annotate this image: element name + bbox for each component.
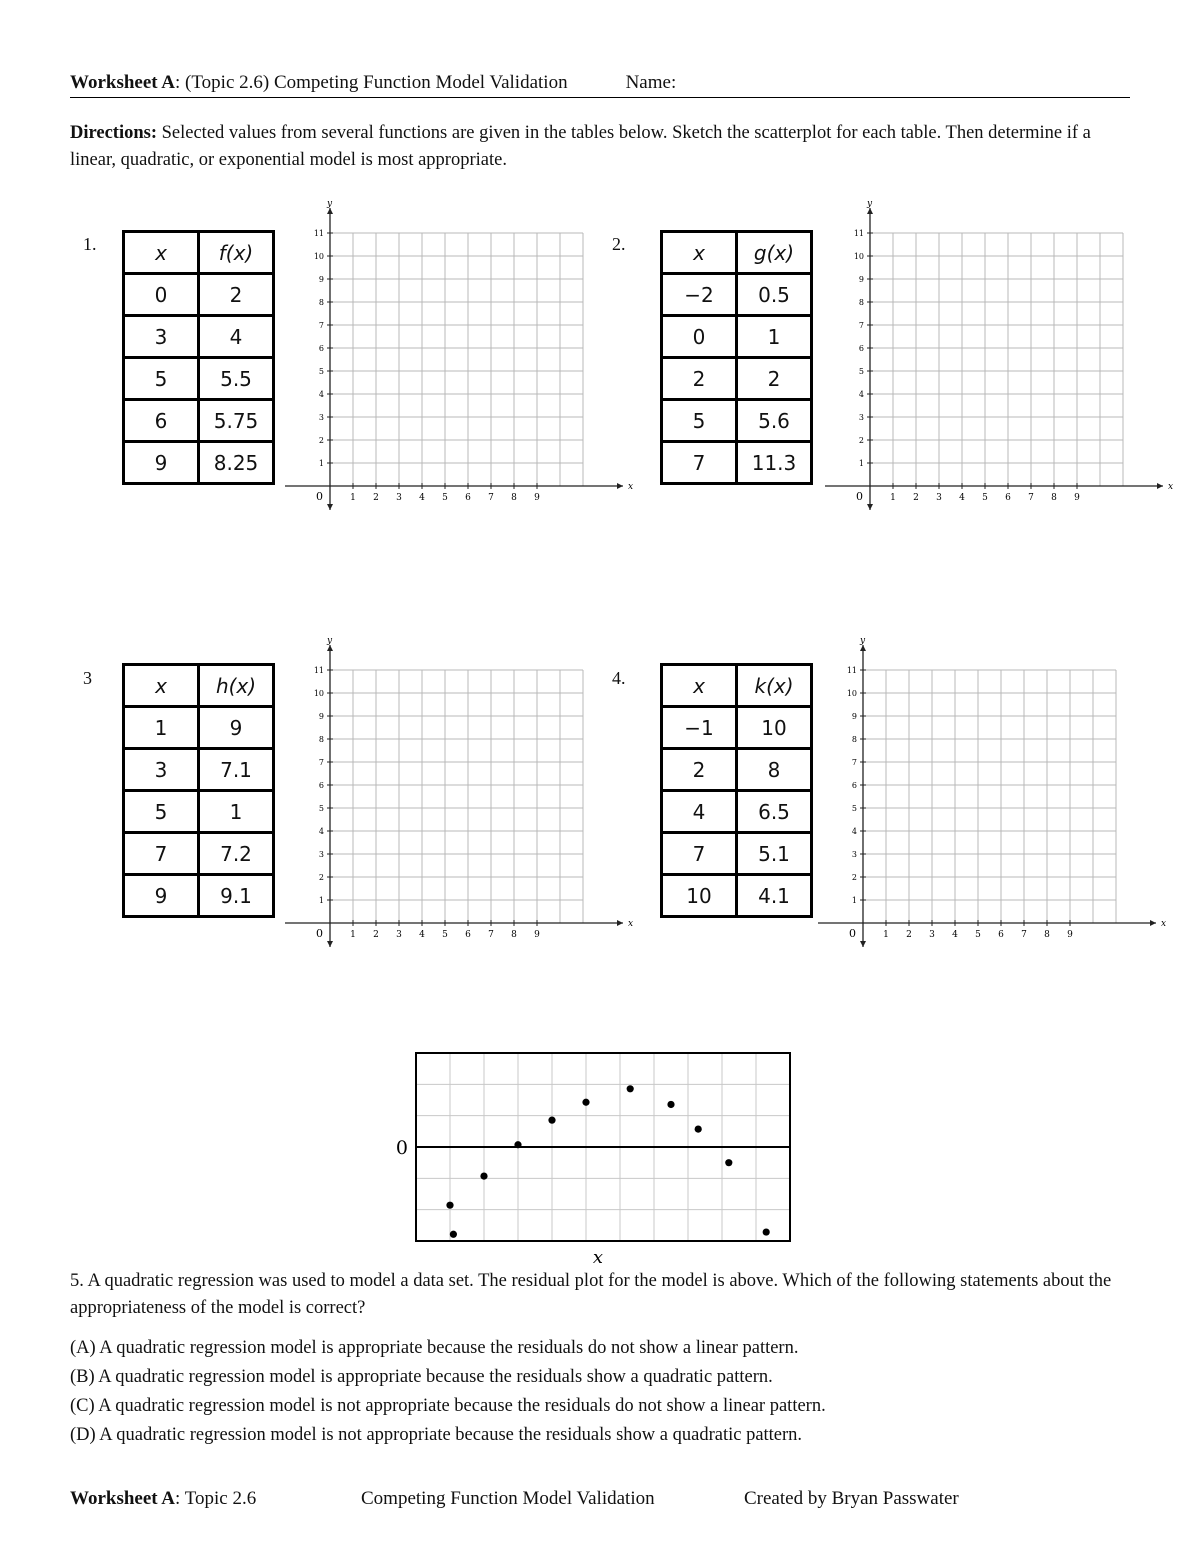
table-cell: 5.5 [199,358,274,400]
table-cell: 11.3 [737,442,812,484]
x-tick-label: 1 [350,493,356,503]
residual-x-label: x [592,1247,604,1268]
residual-point [450,1231,457,1238]
table-header-hx: h(x) [199,665,274,707]
x-arrow [617,483,623,489]
table-cell: 8.25 [199,442,274,484]
y-tick-label: 7 [318,758,324,767]
table-cell: 5 [662,400,737,442]
y-tick-label: 6 [858,344,864,353]
table-problem-4 [660,663,813,918]
table-cell: 2 [199,274,274,316]
y-tick-label: 6 [851,781,857,790]
y-tick-label: 4 [858,390,864,399]
y-tick-label: 8 [318,298,324,307]
y-arrow-down [327,941,333,947]
x-tick-label: 2 [906,930,912,940]
table-cell: 1 [199,791,274,833]
table-cell: 5 [124,791,199,833]
x-arrow [1150,920,1156,926]
y-tick-label: 2 [851,873,857,882]
x-tick-label: 3 [936,493,942,503]
y-tick-label: 7 [318,321,324,330]
y-tick-label: 6 [318,781,324,790]
x-tick-label: 6 [465,493,471,503]
y-tick-label: 3 [858,413,864,422]
y-tick-label: 10 [313,252,324,261]
table-cell: 4.1 [737,875,812,917]
name-label: Name: [625,72,677,93]
table-cell: 9 [124,875,199,917]
y-tick-label: 4 [318,827,324,836]
residual-point [667,1101,674,1108]
y-tick-label: 10 [853,252,864,261]
table-cell: 7.2 [199,833,274,875]
footer-credit: Created by Bryan Passwater [744,1488,959,1509]
residual-point [725,1159,732,1166]
blank-grid-3 [285,636,634,957]
x-tick-label: 4 [419,493,425,503]
y-tick-label: 10 [313,689,324,698]
y-tick-label: 6 [318,344,324,353]
y-tick-label: 11 [853,229,864,238]
table-problem-3 [122,663,275,918]
x-tick-label: 9 [1074,493,1080,503]
footer-topic: : Topic 2.6 [175,1488,257,1509]
x-tick-label: 5 [982,493,988,503]
x-arrow [617,920,623,926]
y-tick-label: 9 [858,275,864,284]
y-tick-label: 1 [851,896,857,905]
problem-2-number: 2. [612,234,626,254]
table-cell: 8 [737,749,812,791]
y-axis-label: y [327,636,333,646]
x-axis-label: x [1168,482,1174,492]
table-cell: 5.75 [199,400,274,442]
table-header-fx: f(x) [199,232,274,274]
y-tick-label: 3 [851,850,857,859]
table-cell: 9 [199,707,274,749]
table-cell: 7 [662,833,737,875]
x-tick-label: 5 [442,493,448,503]
residual-point [480,1172,487,1179]
table-cell: 1 [737,316,812,358]
table-cell: 4 [199,316,274,358]
option-c[interactable]: (C) A quadratic regression model is not appropriate because the residuals do not show a linear pattern. [70,1396,826,1416]
directions-text: Selected values from several functions are given in the tables below. Sketch the scatterplot for each table. Then determine if a linear, quadratic, or exponential model is most appropriate. [70,123,1091,170]
y-tick-label: 5 [318,367,324,376]
table-cell: −1 [662,707,737,749]
y-tick-label: 11 [846,666,857,675]
y-tick-label: 8 [858,298,864,307]
worksheet-label: Worksheet A [70,72,176,93]
y-tick-label: 5 [318,804,324,813]
footer-worksheet: Worksheet A [70,1488,176,1509]
table-cell: 9 [124,442,199,484]
table-header-gx: g(x) [737,232,812,274]
x-tick-label: 2 [373,930,379,940]
residual-point [446,1202,453,1209]
residual-point [582,1099,589,1106]
table-cell: 10 [662,875,737,917]
y-tick-label: 9 [318,712,324,721]
x-tick-label: 5 [442,930,448,940]
y-tick-label: 2 [318,436,324,445]
y-tick-label: 1 [318,896,324,905]
residual-point [548,1117,555,1124]
residual-point [514,1141,521,1148]
x-tick-label: 6 [465,930,471,940]
x-tick-label: 8 [511,930,517,940]
table-problem-2 [660,230,813,485]
y-tick-label: 8 [318,735,324,744]
table-cell: −2 [662,274,737,316]
y-tick-label: 5 [858,367,864,376]
table-cell: 0 [124,274,199,316]
y-axis-label: y [327,199,333,209]
table-cell: 5.6 [737,400,812,442]
origin-label: 0 [316,927,323,940]
y-tick-label: 2 [318,873,324,882]
table-cell: 5 [124,358,199,400]
y-tick-label: 8 [851,735,857,744]
y-tick-label: 1 [318,459,324,468]
table-header-x: x [124,232,199,274]
blank-grid-4 [818,636,1167,957]
x-tick-label: 5 [975,930,981,940]
residual-point [627,1085,634,1092]
worksheet-header [70,72,676,94]
x-tick-label: 4 [419,930,425,940]
table-cell: 6 [124,400,199,442]
table-header-x: x [124,665,199,707]
blank-grid-1 [285,199,634,520]
option-a[interactable]: (A) A quadratic regression model is appropriate because the residuals do not show a linear pattern. [70,1338,799,1358]
x-tick-label: 6 [1005,493,1011,503]
table-header-x: x [662,232,737,274]
y-tick-label: 4 [318,390,324,399]
option-b[interactable]: (B) A quadratic regression model is appropriate because the residuals show a quadratic pattern. [70,1367,773,1387]
table-cell: 10 [737,707,812,749]
problem-1-number: 1. [83,234,97,254]
table-cell: 2 [662,749,737,791]
x-tick-label: 1 [890,493,896,503]
x-tick-label: 2 [373,493,379,503]
table-cell: 0.5 [737,274,812,316]
table-problem-1 [122,230,275,485]
y-tick-label: 11 [313,229,324,238]
y-tick-label: 3 [318,413,324,422]
table-cell: 1 [124,707,199,749]
x-tick-label: 3 [396,930,402,940]
x-tick-label: 8 [1051,493,1057,503]
directions [70,120,1140,174]
x-tick-label: 7 [1028,493,1034,503]
residual-point [695,1125,702,1132]
residual-plot [390,1045,800,1270]
y-tick-label: 3 [318,850,324,859]
x-axis-label: x [1161,919,1167,929]
y-arrow-down [860,941,866,947]
residual-point [763,1228,770,1235]
x-tick-label: 4 [952,930,958,940]
table-cell: 6.5 [737,791,812,833]
origin-label: 0 [849,927,856,940]
blank-grid-2 [825,199,1174,520]
table-cell: 9.1 [199,875,274,917]
x-tick-label: 8 [511,493,517,503]
y-tick-label: 10 [846,689,857,698]
x-tick-label: 7 [1021,930,1027,940]
problem-3-number: 3 [83,668,92,688]
y-tick-label: 9 [851,712,857,721]
x-axis-label: x [628,482,634,492]
table-cell: 3 [124,316,199,358]
y-arrow-down [867,504,873,510]
y-axis-label: y [860,636,866,646]
table-header-x: x [662,665,737,707]
question-5-text: 5. A quadratic regression was used to model a data set. The residual plot for the model is above. Which of the following statements about the appropriateness of the model is correct? [70,1271,1112,1318]
table-cell: 7.1 [199,749,274,791]
y-axis-label: y [867,199,873,209]
y-tick-label: 4 [851,827,857,836]
x-tick-label: 9 [534,930,540,940]
directions-label: Directions: [70,123,157,143]
table-cell: 2 [737,358,812,400]
table-cell: 7 [662,442,737,484]
y-tick-label: 5 [851,804,857,813]
y-tick-label: 9 [318,275,324,284]
table-cell: 0 [662,316,737,358]
x-tick-label: 7 [488,930,494,940]
y-tick-label: 7 [858,321,864,330]
x-tick-label: 1 [883,930,889,940]
header-rule [70,97,1130,98]
y-tick-label: 7 [851,758,857,767]
table-cell: 7 [124,833,199,875]
table-cell: 3 [124,749,199,791]
option-d[interactable]: (D) A quadratic regression model is not appropriate because the residuals show a quadratic pattern. [70,1425,803,1445]
x-arrow [1157,483,1163,489]
table-cell: 4 [662,791,737,833]
x-tick-label: 1 [350,930,356,940]
x-tick-label: 7 [488,493,494,503]
x-tick-label: 3 [396,493,402,503]
residual-zero-label: 0 [395,1137,408,1159]
table-cell: 5.1 [737,833,812,875]
problem-4-number: 4. [612,668,626,688]
y-tick-label: 1 [858,459,864,468]
x-tick-label: 9 [534,493,540,503]
x-tick-label: 6 [998,930,1004,940]
table-cell: 2 [662,358,737,400]
origin-label: 0 [856,490,863,503]
x-tick-label: 4 [959,493,965,503]
x-tick-label: 2 [913,493,919,503]
footer-title: Competing Function Model Validation [361,1488,655,1509]
x-tick-label: 9 [1067,930,1073,940]
y-tick-label: 11 [313,666,324,675]
x-tick-label: 3 [929,930,935,940]
table-header-kx: k(x) [737,665,812,707]
worksheet-topic: : (Topic 2.6) Competing Function Model Validation [175,72,568,93]
y-arrow-down [327,504,333,510]
origin-label: 0 [316,490,323,503]
x-tick-label: 8 [1044,930,1050,940]
y-tick-label: 2 [858,436,864,445]
x-axis-label: x [628,919,634,929]
footer [70,1488,959,1510]
